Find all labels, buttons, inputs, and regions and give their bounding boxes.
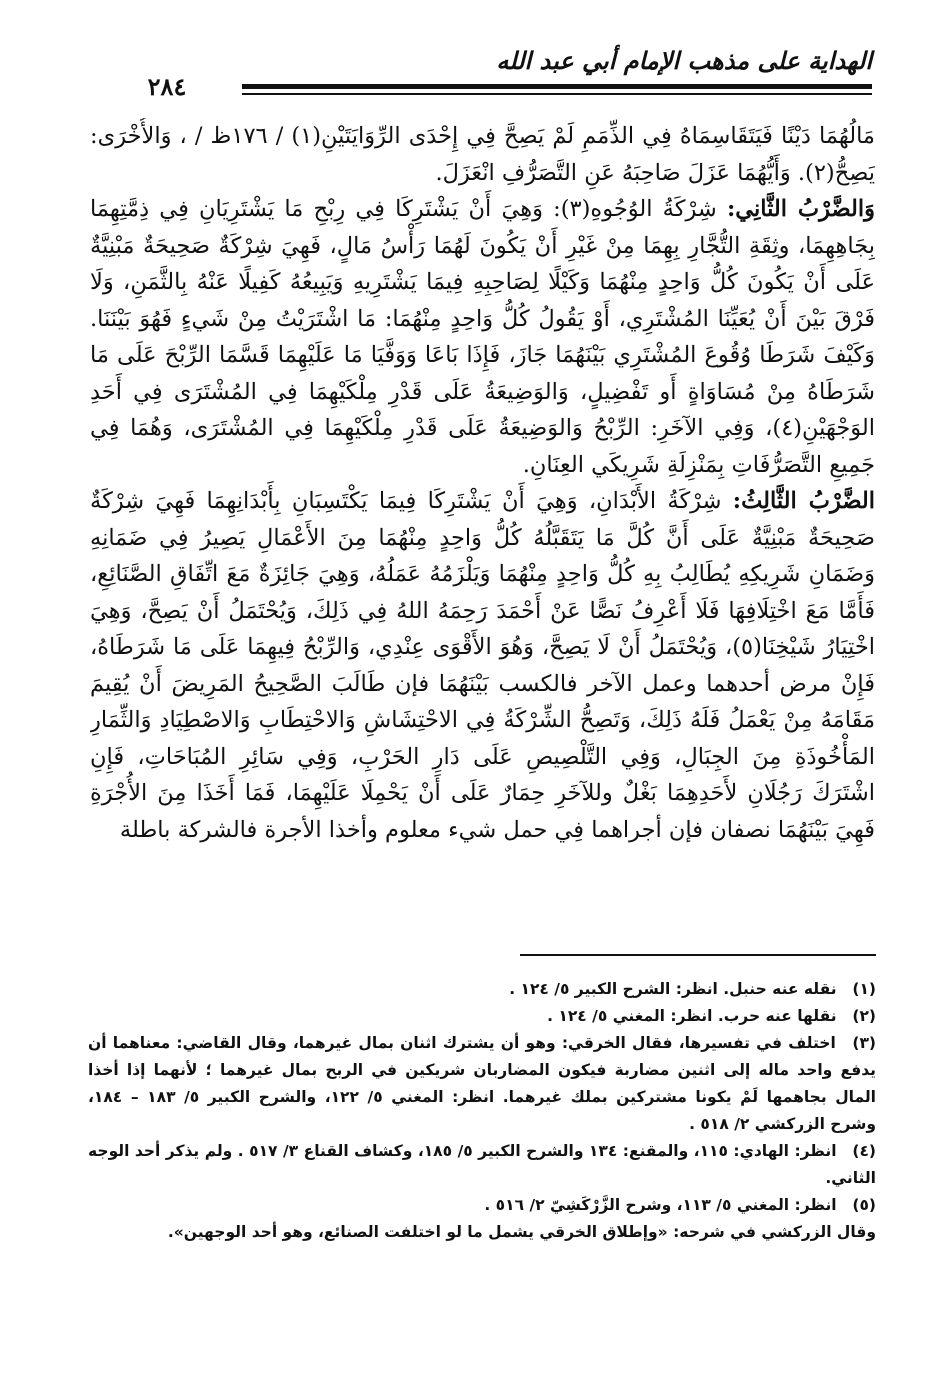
- paragraph-1: مَالُهُمَا دَيْنًا فَيَتَقَاسِمَاهُ فِي الذِّمَمِ لَمْ يَصِحَّ فِي إِحْدَى الرِّوَايَتَيْنِ(١) / ١٧٦ظ / ، وَالأُخْرَى: يَصِحُّ(٢). وَأَيُّهُمَا عَزَلَ صَاحِبَهُ عَنِ التَّصَرُّفِ انْعَزَلَ.: [90, 123, 875, 186]
- footnote-text: انظر: المغني ٥/ ١١٣، وشرح الزَّرْكَشِيّ ٢/ ٥١٦ .: [484, 1196, 837, 1214]
- footnote-number: (٤): [852, 1142, 876, 1160]
- paragraph-3-text: شِرْكَةُ الأَبْدَانِ، وَهِيَ أَنْ يَشْتَرِكَا فِيمَا يَكْتَسِبَانِ بِأَبْدَانِهِمَا فَهِيَ شِرْكَةٌ صَحِيحَةٌ مَبْنِيَّةٌ عَلَى أَنَّ كُلَّ مَا يَتَقَبَّلُهُ كُلُّ وَاحِدٍ مِنْهُمَا مِنَ الأَعْمَالِ يَصِيرُ فِي ضَمَانِهِ وَضَمَانِ شَرِيكِهِ يُطَالِبُ بِهِ كُلُّ وَاحِدٍ مِنْهُمَا وَيَلْزَمُهُ عَمَلُهُ، وَهِيَ جَائِزَةٌ مَعَ اتِّفَاقِ الصَّنَائِعِ، فَأَمَّا مَعَ اخْتِلَافِهَا فَلَا أَعْرِفُ نَصًّا عَنْ أَحْمَدَ رَحِمَهُ اللهُ فِي ذَلِكَ، وَيُحْتَمَلُ أَنْ يَصِحَّ، وَهِيَ اخْتِيَارُ شَيْخِنَا(٥)، وَيُحْتَمَلُ أَنْ لَا يَصِحَّ، وَهُوَ الأَقْوَى عِنْدِي، وَالرِّبْحُ فِيهِمَا عَلَى مَا شَرَطَاهُ، فَإِنْ مرض أحدهما وعمل الآخر فالكسب بَيْنَهُمَا فإن طَالَبَ الصَّحِيحُ المَرِيضَ أَنْ يُقِيمَ مَقَامَهُ مِنْ يَعْمَلُ فَلَهُ ذَلِكَ، وَتَصِحُّ الشِّرْكَةُ فِي الاحْتِشَاشِ وَالاحْتِطَابِ وَالاصْطِيَادِ وَالثِّمَارِ المَأْخُوذَةِ مِنَ الجِبَالِ، وَفِي التَّلْصِيصِ عَلَى دَارِ الحَرْبِ، وَفِي سَائِرِ المُبَاحَاتِ، فَإِنِ اشْتَرَكَ رَجُلَانِ لأَحَدِهِمَا بَغْلٌ وللآخَرِ حِمَارٌ عَلَى أَنْ يَحْمِلَا عَلَيْهِمَا، فَمَا أَخَذَا مِنَ الأُجْرَةِ فَهِيَ بَيْنَهُمَا نصفان فإن أجراهما فِي حمل شيء معلوم وأخذا الأجرة فالشركة باطلة: [90, 488, 875, 843]
- footnote-text: اختلف في تفسيرها، فقال الخرقي: وهو أن يشترك اثنان بمال غيرهما، وقال القاضي: معناهما أن يدفع واحد ماله إلى اثنين مضاربة فيكون المضاربان شريكين في الربح بمال غيرهما ؛ لأنهما إذا أخذا المال بجاهمها لَمْ يكونا مشتركين بملك غيرهما. انظر: المغني ٥/ ١٢٢، والشرح الكبير ٥/ ١٨٣ – ١٨٤، وشرح الزركشي ٢/ ٥١٨ .: [88, 1034, 876, 1133]
- main-text: [90, 118, 875, 938]
- section-heading-second: وَالضَّرْبُ الثَّانِي:: [726, 196, 875, 222]
- paragraph-2-text: شِرْكَةُ الوُجُوهِ(٣): وَهِيَ أَنْ يَشْتَرِكَا فِي رِبْحِ مَا يَشْتَرِيَانِ فِي ذِمَّتِهِمَا بِجَاهِهِمَا، وثِقَةِ التُّجَّارِ بِهِمَا مِنْ غَيْرِ أَنْ يَكُونَ لَهُمَا رَأْسُ مَالٍ، فَهِيَ شِرْكَةٌ صَحِيحَةٌ مَبْنِيَّةٌ عَلَى أَنْ يَكُونَ كُلُّ وَاحِدٍ مِنْهُمَا وَكَيْلًا لِصَاحِبِهِ فِيمَا يَشْتَرِيهِ وَيَبِيعُهُ كَفِيلًا عَنْهُ بِالثَّمَنِ، وَلَا فَرْقَ بَيْنَ أَنْ يُعَيِّنَا المُشْتَرِي، أَوْ يَقُولُ كُلُّ وَاحِدٍ مِنْهُمَا: مَا اشْتَرَيْتُ مِنْ شَيءٍ فَهُوَ بَيْنَنَا. وَكَيْفَ شَرَطَا وُقُوعَ المُشْتَرِي بَيْنَهُمَا جَازَ، فَإِذَا بَاعَا وَوَفَّيَا مَا عَلَيْهِمَا قَسَّمَا الرِّبْحَ عَلَى مَا شَرَطَاهُ مِنْ مُسَاوَاةٍ أَو تَفْضِيلٍ، وَالوَضِيعَةُ عَلَى قَدْرِ مِلْكَيْهِمَا فِي المُشْتَرَى فِي أَحَدِ الوَجْهَيْنِ(٤)، وَفِي الآخَرِ: الرِّبْحُ وَالوَضِيعَةُ عَلَى قَدْرِ مِلْكَيْهِمَا فِي المُشْتَرَى، وَهُمَا فِي جَمِيعِ التَّصَرُّفَاتِ بِمَنْزِلَةِ شَرِيكَي العِنَانِ.: [90, 196, 875, 478]
- footnotes: [88, 976, 876, 1316]
- page-header: [92, 40, 872, 102]
- footnote-text: نقلها عنه حرب. انظر: المغني ٥/ ١٢٤ .: [547, 1007, 837, 1025]
- footnote-2: [88, 1003, 876, 1030]
- footnote-number: (٥): [852, 1196, 876, 1214]
- footnote-number: (٣): [852, 1034, 876, 1052]
- section-heading-third: الضَّرْبُ الثَّالِثُ:: [732, 488, 875, 514]
- page-number: ٢٨٤: [92, 74, 242, 100]
- footnote-3: [88, 1030, 876, 1138]
- paragraph-2: [90, 191, 875, 483]
- footnote-number: (٢): [852, 1007, 876, 1025]
- footnote-number: (١): [852, 980, 876, 998]
- footnote-1: [88, 976, 876, 1003]
- footnote-5: [88, 1192, 876, 1219]
- footnote-text: انظر: الهادي: ١١٥، والمقنع: ١٣٤ والشرح الكبير ٥/ ١٨٥، وكشاف القناع ٣/ ٥١٧ . ولم يذكر أحد الوجه الثاني.: [88, 1142, 876, 1187]
- footnote-text: نقله عنه حنبل. انظر: الشرح الكبير ٥/ ١٢٤ .: [509, 980, 837, 998]
- footnote-4: [88, 1138, 876, 1192]
- footnote-separator: [520, 954, 876, 956]
- paragraph-3: [90, 483, 875, 848]
- running-title: الهداية على مذهب الإمام أبي عبد الله: [496, 46, 872, 75]
- footnote-5-continuation: وقال الزركشي في شرحه: «وإطلاق الخرقي يشمل ما لو اختلفت الصنائع، وهو أحد الوجهين».: [167, 1223, 876, 1241]
